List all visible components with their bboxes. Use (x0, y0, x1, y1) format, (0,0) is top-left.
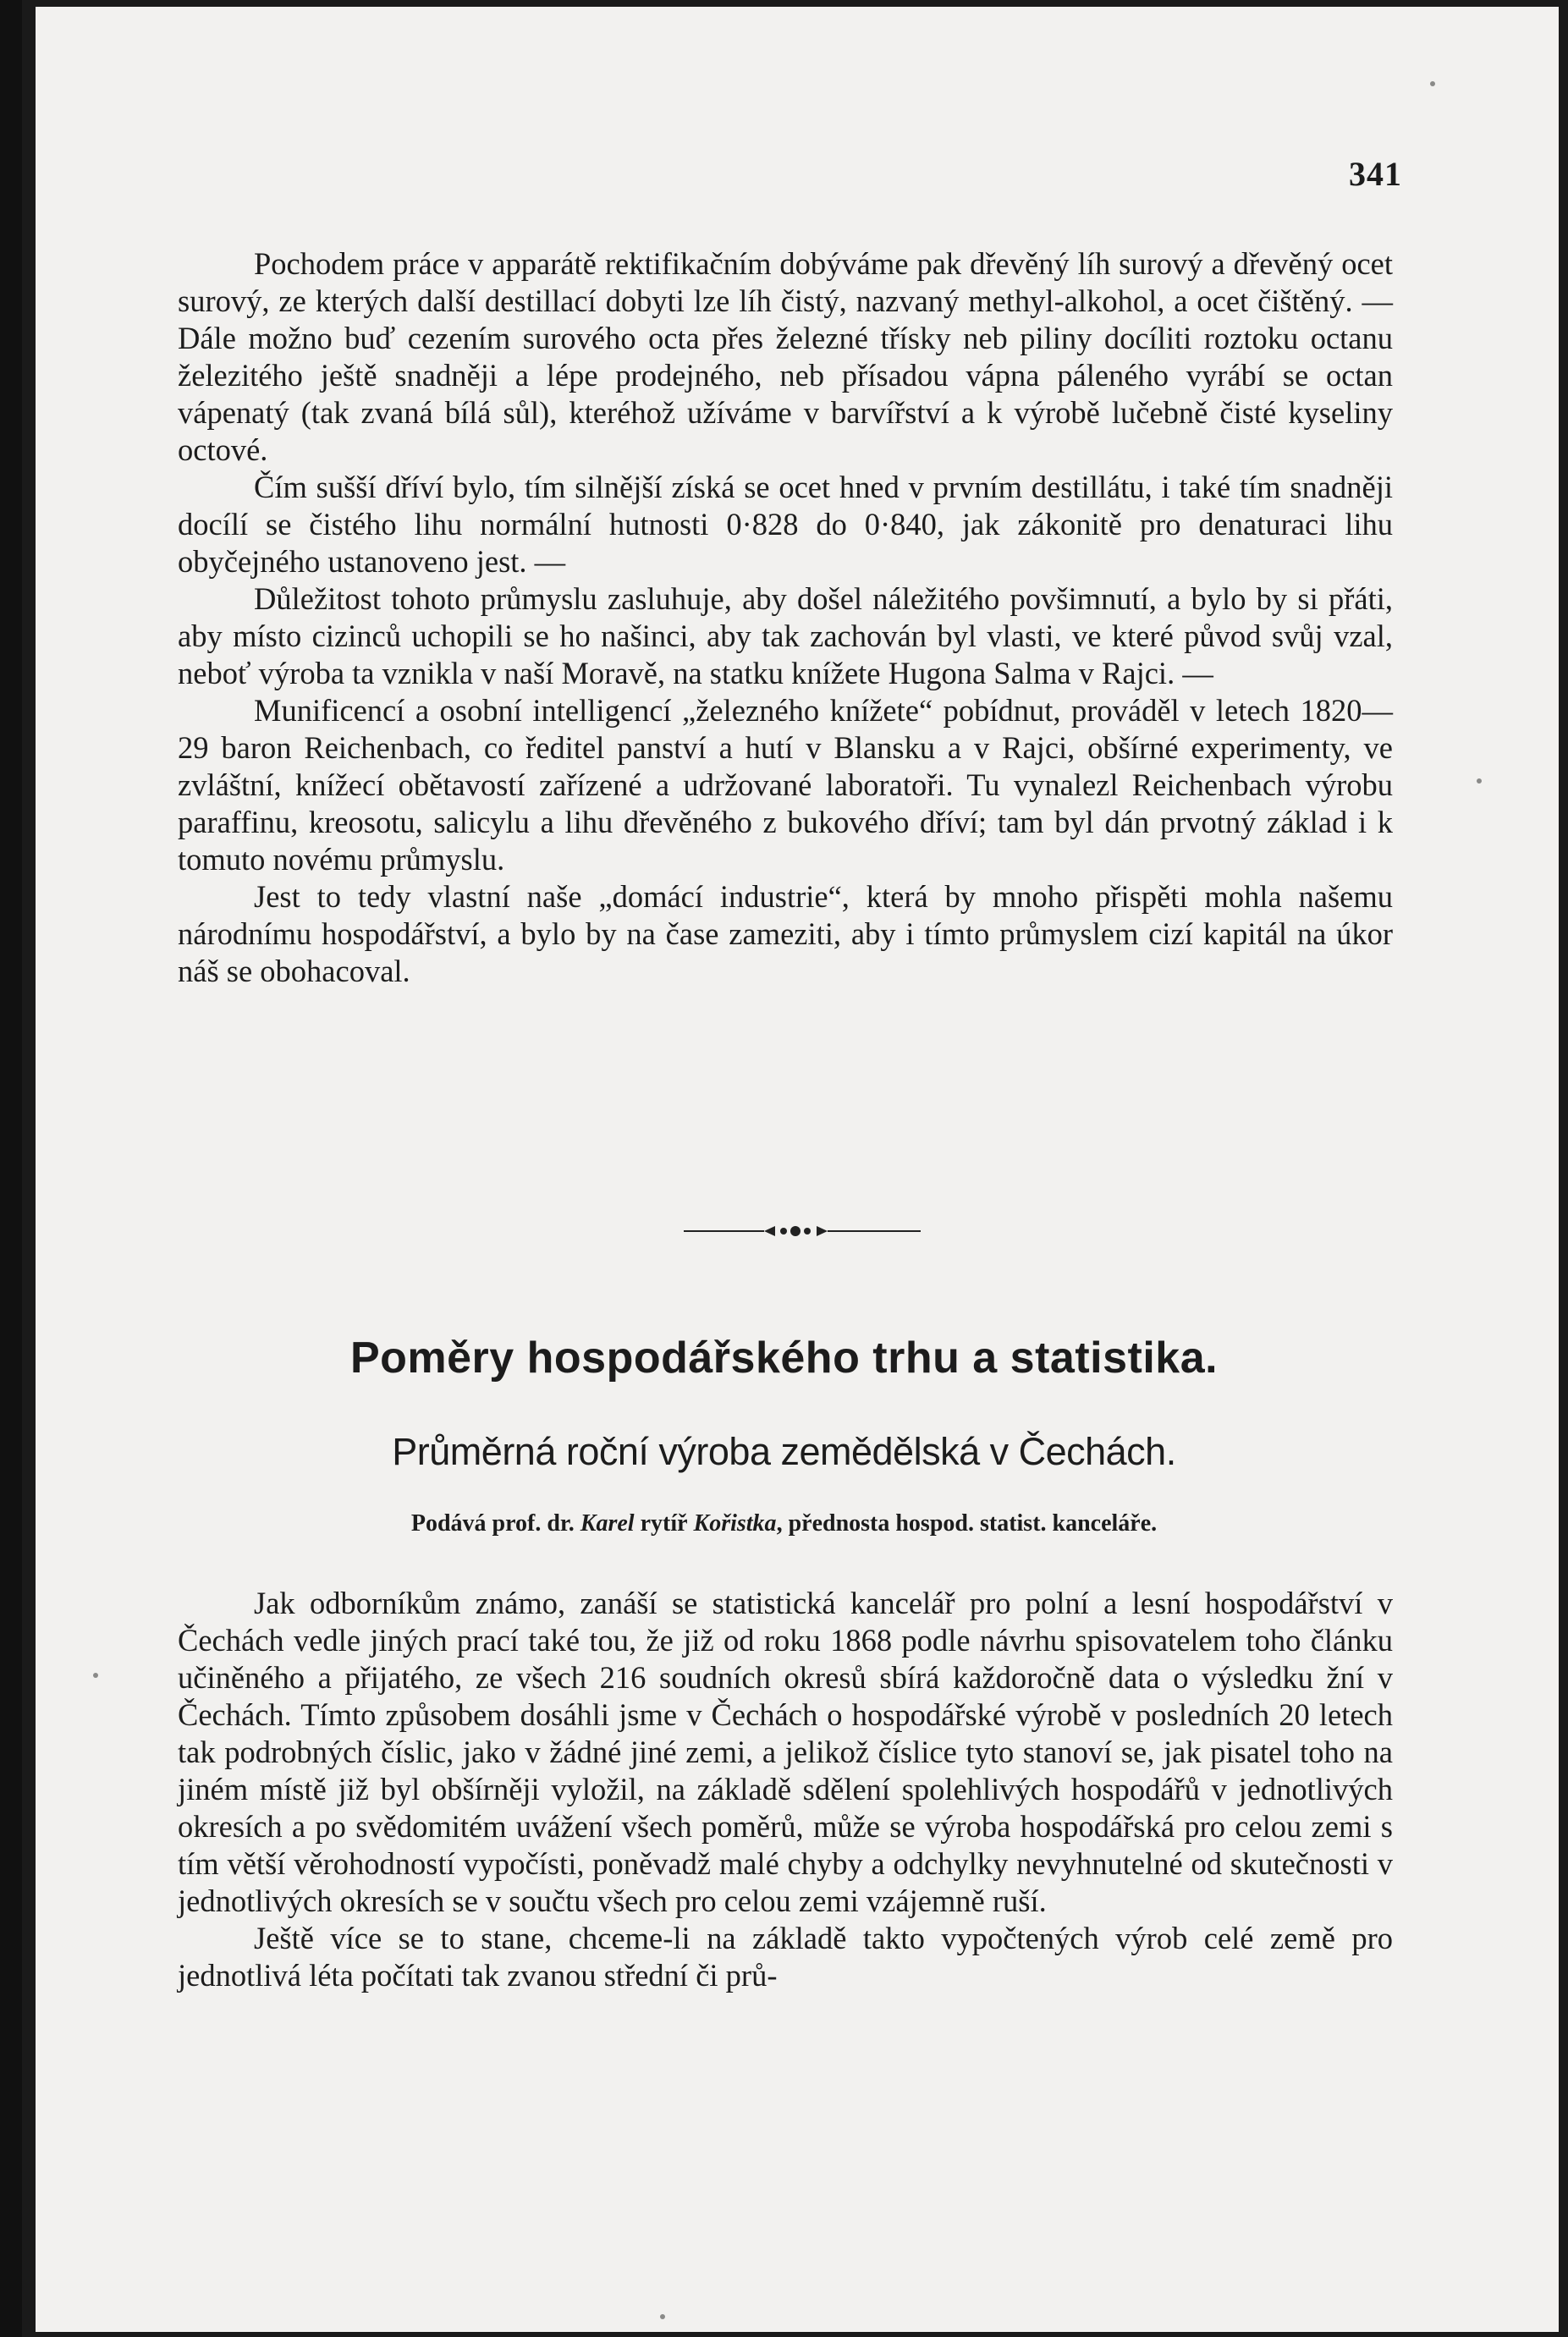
scan-speck (1430, 81, 1435, 86)
byline-title: rytíř (640, 1510, 688, 1537)
byline-suffix: , přednosta hospod. statist. kanceláře. (776, 1510, 1158, 1537)
scan-speck (1477, 778, 1482, 784)
section-title: Poměry hospodářského trhu a statistika. (349, 1333, 1219, 1383)
paragraph: Ještě více se to stane, chceme-li na základě takto vypočtených výrob celé země pro jednotlivá léta počítati tak zvanou střední či prů- (178, 1921, 1393, 1993)
section-divider-ornament (684, 1218, 921, 1244)
paragraph: Pochodem práce v apparátě rektifikačním dobýváme pak dřevěný líh surový a dřevěný ocet surový, ze kterých další destillací dobyti lze líh čistý, nazvaný methyl-alkohol, a ocet čištěný. — Dále možno buď cezením surového octa přes železné třísky neb piliny docíliti roztoku octanu železitého ještě snadněji a lépe prodejného, neb přísadou vápna páleného vyrábí se octan vápenatý (tak zvaná bílá sůl), kteréhož užíváme v barvířství a k výrobě lučebně čisté kyseliny octové. (178, 246, 1393, 467)
scan-speck (660, 2314, 665, 2319)
paragraph: Čím sušší dříví bylo, tím silnější získá se ocet hned v prvním destillátu, i také tím snadněji docílí se čistého lihu normální hutnosti 0·828 do 0·840, jak zákonitě pro denaturaci lihu obyčejného ustanoveno jest. — (178, 470, 1393, 579)
paragraph: Jak odborníkům známo, zanáší se statistická kancelář pro polní a lesní hospodářství v Čechách vedle jiných prací také tou, že již od roku 1868 podle návrhu spisovatelem toho článku učiněného a přijatého, ze všech 216 soudních okresů sbírá každoročně data o výsledku žní v Čechách. Tímto způsobem dosáhli jsme v Čechách o hospodářské výrobě v posledních 20 letech tak podrobných číslic, jako v žádné jiné zemi, a jelikož číslice tyto stanoví se, jak pisatel toho na jiném místě již byl obšírněji vyložil, na základě sdělení spolehlivých hospodářů v jednotlivých okresích a po svědomitém uvážení všech poměrů, může se výroba hospodářská pro celou zemi s tím větší věrohodností vypočísti, poněvadž malé chyby a odchylky nevyhnutelné od skutečnosti v jednotlivých okresích se v součtu všech pro celou zemi vzájemně ruší. (178, 1586, 1393, 1918)
article-continuation (178, 245, 1393, 990)
author-byline (0, 1510, 1568, 1537)
scan-edge (0, 0, 22, 2337)
page-number: 341 (1349, 155, 1402, 193)
article-title: Průměrná roční výroba zemědělská v Čechách. (392, 1430, 1176, 1473)
byline-surname: Kořistka (693, 1510, 777, 1537)
paragraph: Munificencí a osobní intelligencí „železného knížete“ pobídnut, prováděl v letech 1820—29 baron Reichenbach, co ředitel panství a hutí v Blansku a v Rajci, obšírné experimenty, ve zvláštní, knížecí obětavostí zařízené a udržované laboratoři. Tu vynalezl Reichenbach výrobu paraffinu, kreosotu, salicylu a lihu dřevěného z bukového dříví; tam byl dán prvotný základ i k tomuto novému průmyslu. (178, 693, 1393, 877)
scan-speck (93, 1673, 98, 1678)
byline-first-name: Karel (580, 1510, 635, 1537)
paragraph: Důležitost tohoto průmyslu zasluhuje, aby došel náležitého povšimnutí, a bylo by si přáti, aby místo cizinců uchopili se ho našinci, aby tak zachován byl vlasti, ve které původ svůj vzal, neboť výroba ta vznikla v naší Moravě, na statku knížete Hugona Salma v Rajci. — (178, 581, 1393, 690)
paragraph: Jest to tedy vlastní naše „domácí industrie“, která by mnoho přispěti mohla našemu národnímu hospodářství, a bylo by na čase zameziti, aby i tímto průmyslem cizí kapitál na úkor náš se obohacoval. (178, 879, 1393, 988)
article-body (178, 1585, 1393, 1994)
byline-prefix: Podává prof. dr. (410, 1510, 575, 1537)
